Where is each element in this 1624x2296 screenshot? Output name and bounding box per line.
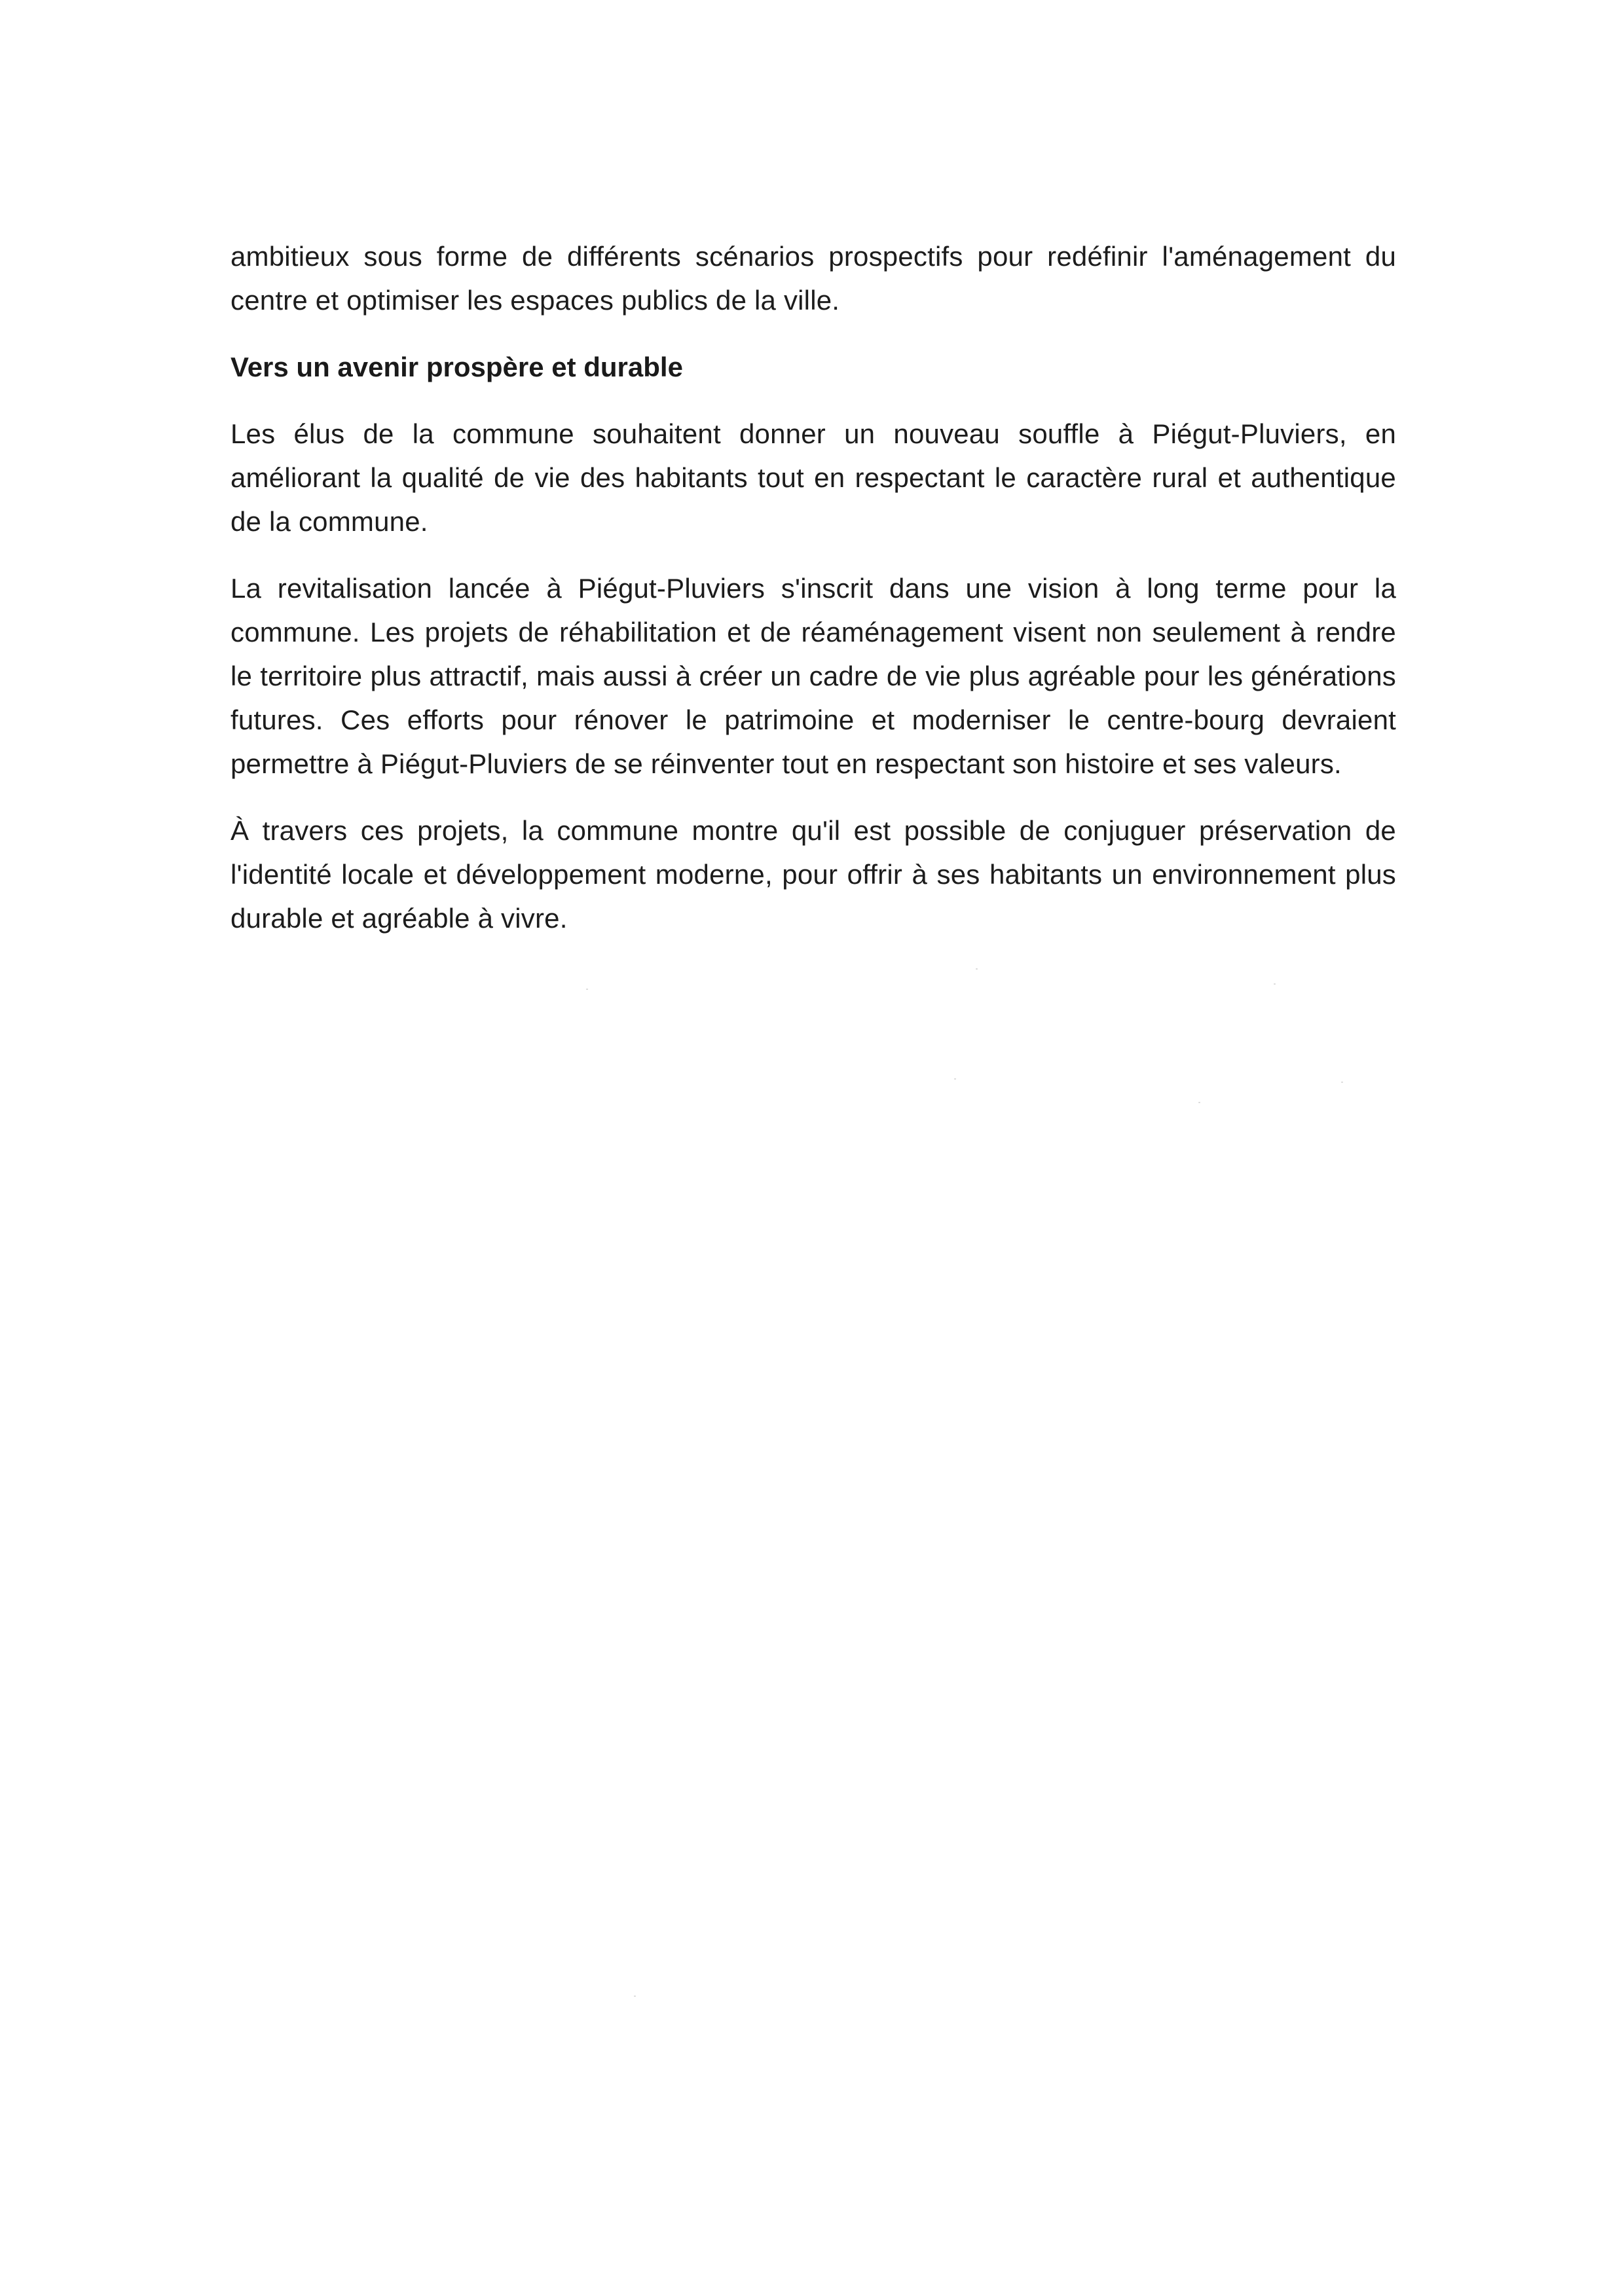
paragraph-3: À travers ces projets, la commune montre qu'il est possible de conjuguer préservation de l'identité locale et développement moderne, pour offrir à ses habitants un environnement plus durable et agréable à vivre. <box>231 815 1396 934</box>
section-heading: Vers un avenir prospère et durable <box>231 352 683 382</box>
paragraph-1: Les élus de la commune souhaitent donner un nouveau souffle à Piégut-Pluviers, en améliorant la qualité de vie des habitants tout en respectant le caractère rural et authentique de la commune. <box>231 418 1396 537</box>
document-body <box>231 234 1396 963</box>
intro-paragraph: ambitieux sous forme de différents scénarios prospectifs pour redéfinir l'aménagement du centre et optimiser les espaces publics de la ville. <box>231 241 1396 316</box>
paragraph-2: La revitalisation lancée à Piégut-Pluviers s'inscrit dans une vision à long terme pour la commune. Les projets de réhabilitation et de réaménagement visent non seulement à rendre le territoire plus attractif, mais aussi à créer un cadre de vie plus agréable pour les générations futures. Ces efforts pour rénover le patrimoine et moderniser le centre-bourg devraient permettre à Piégut-Pluviers de se réinventer tout en respectant son histoire et ses valeurs. <box>231 573 1396 779</box>
